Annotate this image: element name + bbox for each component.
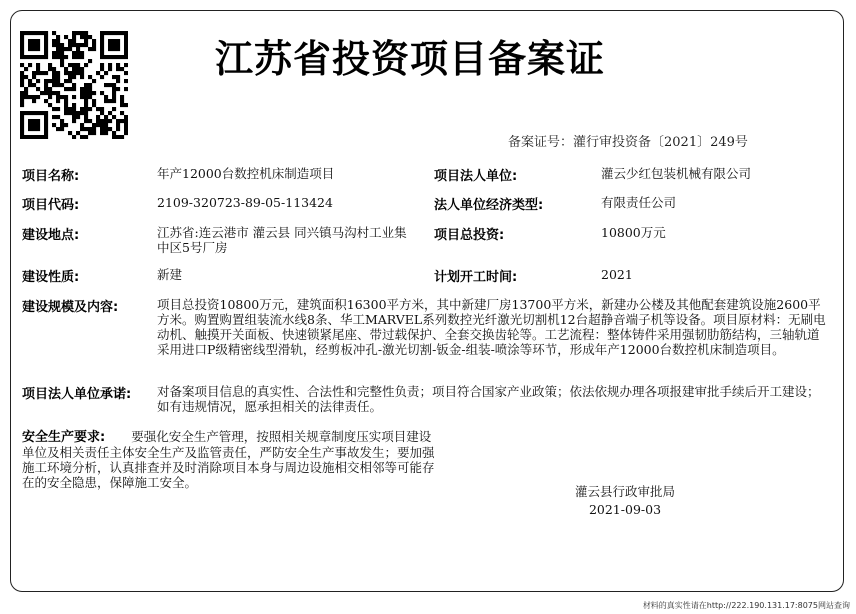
record-number: 备案证号：灌行审投资备〔2021〕249号 (508, 135, 748, 150)
nature-label: 建设性质: (22, 270, 80, 285)
certificate-title: 江苏省投资项目备案证 (214, 37, 605, 81)
start-time-label: 计划开工时间: (434, 270, 518, 285)
commitment-value: 对备案项目信息的真实性、合法性和完整性负责；项目符合国家产业政策；依法依规办理各项报建审批手续后开工建设；如有违规情况，愿承担相关的法律责任。 (157, 384, 820, 414)
project-code-value: 2109-320723-89-05-113424 (157, 195, 333, 210)
legal-unit-label: 项目法人单位: (434, 169, 518, 184)
qr-code-icon (20, 31, 128, 139)
economic-type-value: 有限责任公司 (601, 195, 677, 210)
total-investment-value: 10800万元 (601, 225, 666, 240)
footer-note: 材料的真实性请在http://222.190.131.17:8075网站查询 (642, 601, 850, 610)
issuer: 灌云县行政审批局 (574, 484, 675, 499)
project-name-label: 项目名称: (22, 169, 80, 184)
safety-value: 要强化安全生产管理，按照相关规章制度压实项目建设单位及相关责任主体安全生产及监管责任，严防安全生产事故发生；要加强施工环境分析，认真排查并及时消除项目本身与周边设施相交相邻等可能存在的安全隐患，保障施工安全。 (22, 429, 435, 490)
project-name-value: 年产12000台数控机床制造项目 (157, 166, 335, 181)
nature-value: 新建 (157, 267, 183, 282)
location-label: 建设地点: (22, 228, 80, 243)
safety-block (22, 429, 440, 490)
legal-unit-value: 灌云少红包装机械有限公司 (601, 166, 752, 181)
location-value: 江苏省:连云港市 灌云县 同兴镇马沟村工业集中区5号厂房 (157, 225, 407, 255)
total-investment-label: 项目总投资: (434, 228, 505, 243)
scale-label: 建设规模及内容: (22, 300, 119, 315)
commitment-label: 项目法人单位承诺: (22, 387, 132, 402)
economic-type-label: 法人单位经济类型: (434, 198, 544, 213)
safety-label: 安全生产要求: (22, 430, 106, 445)
issue-date: 2021-09-03 (588, 502, 662, 517)
scale-value: 项目总投资10800万元，建筑面积16300平方米，其中新建厂房13700平方米，新建办公楼及其他配套建筑设施2600平方米。购置购置组装流水线8条、华工MARVEL系列数控光纤激光切割机12台超静音端子机等设备。项目原材料：无刷电动机、触摸开关面板、快速锁紧尾座、带过载保护、全套交换齿轮等。工艺流程：整体铸件采用强韧肋筋结构，三轴轨道采用进口P级精密线型滑轨，经剪板冲孔-激光切割-钣金-组装-喷涂等环节，形成年产12000台数控机床制造项目。 (157, 297, 826, 357)
start-time-value: 2021 (601, 267, 633, 282)
project-code-label: 项目代码: (22, 198, 80, 213)
